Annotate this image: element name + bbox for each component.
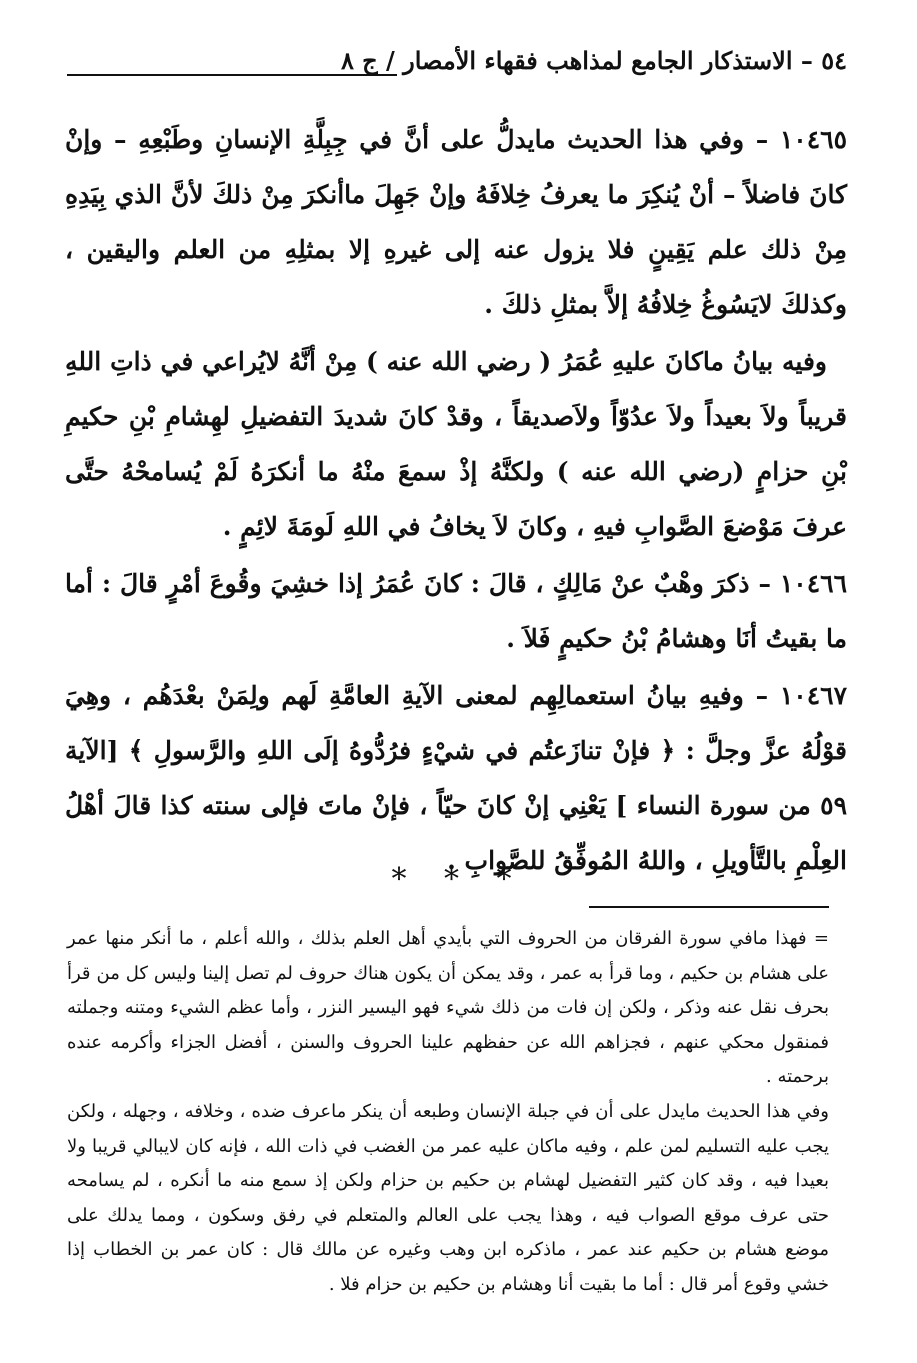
- paragraph-umar-commentary: وفيه بيانُ ماكانَ عليهِ عُمَرُ ( رضي الله عنه ) مِنْ أنَّهُ لايُراعي في ذاتِ اللهِ قريباً ولاَ بعيداً ولاَ عدُوّاً ولاَصديقاً ، وقدْ كانَ شديدَ التفضيلِ لهِشامِ بْنِ حكيمِ بْنِ حزامٍ (رضي الله عنه ) ولكنَّهُ إذْ سمعَ منْهُ ما أنكرَهُ لَمْ يُسامحْهُ حتَّى عرفَ مَوْضعَ الصَّوابِ فيهِ ، وكانَ لاَ يخافُ في اللهِ لَومَةَ لائِمٍ .: [65, 347, 847, 541]
- footnote-rule: [589, 906, 829, 908]
- section-ornament: * * *: [391, 862, 526, 897]
- header-rule: [67, 74, 397, 76]
- paragraph-10465: ١٠٤٦٥ – وفي هذا الحديث مايدلُّ على أنَّ في جِبِلَّةِ الإنسانِ وطَبْعِهِ – وإنْ كانَ فاضلاً – أنْ يُنكِرَ ما يعرفُ خِلافَهُ وإنْ جَهِلَ ماأنكرَ مِنْ ذلكَ لأنَّ الذي بِيَدِهِ مِنْ ذلك علم يَقِينٍ فلا يزول عنه إلى غيرهِ إلا بمثلِهِ من العلم واليقين ، وكذلكَ لايَسُوغُ خِلافُهُ إلاَّ بمثلِ ذلكَ .: [65, 125, 847, 319]
- running-title: ٥٤ – الاستذكار الجامع لمذاهب فقهاء الأمصار / ج ٨: [340, 46, 847, 75]
- footnote-continuation: = فهذا مافي سورة الفرقان من الحروف التي بأيدي أهل العلم بذلك ، والله أعلم ، ما أنكر منها عمر على هشام بن حكيم ، وما قرأ به عمر ، وقد يمكن أن يكون هناك حروف لم تصل إلينا وليس كل من قرأ بحرف نقل عنه وذكر ، ولكن إن فات من ذلك شيء فهو اليسير النزر ، وأما عظم الشيء ومتنه وجملته فمنقول محكي عنهم ، فجزاهم الله عن حفظهم علينا الحروف والسنن ، أفضل الجزاء وأكرمه عنده برحمته .: [67, 928, 829, 1088]
- paragraph-10466: ١٠٤٦٦ – ذكرَ وهْبٌ عنْ مَالِكٍ ، قالَ : كانَ عُمَرُ إذا خشِيَ وقُوعَ أمْرٍ قالَ : أما ما بقيتُ أنَا وهشامُ بْنُ حكيمٍ فَلاَ .: [65, 569, 847, 653]
- main-text: [65, 112, 847, 888]
- running-header: [67, 46, 847, 82]
- footnotes: [67, 922, 829, 1303]
- paragraph-10467: ١٠٤٦٧ – وفيهِ بيانُ استعمالِهِم لمعنى الآيةِ العامَّةِ لَهم ولِمَنْ بعْدَهُم ، وهِيَ قوْلُهُ عزَّ وجلَّ : ﴿ فإنْ تنازَعتُم في شيْءٍ فرُدُّوهُ إلَى اللهِ والرَّسولِ ﴾ [الآية ٥٩ من سورة النساء ] يَعْنِي إنْ كانَ حيّاً ، فإنْ ماتَ فإلى سنته كذا قالَ أهْلُ العِلْمِ بالتَّأويلِ ، واللهُ المُوفِّقُ للصَّوابِ .: [65, 681, 847, 875]
- footnote-paragraph: وفي هذا الحديث مايدل على أن في جبلة الإنسان وطبعه أن ينكر ماعرف ضده ، وخلافه ، وجهله ، ولكن يجب عليه التسليم لمن علم ، وفيه ماكان عليه عمر من الغضب في ذات الله ، فإنه كان لايبالي قريبا ولا بعيدا فيه ، وقد كان كثير التفضيل لهشام بن حكيم بن حزام ولكن إذ سمع منه ما أنكره ، لم يسامحه حتى عرف موقع الصواب فيه ، وهذا يجب على العالم والمتعلم في رفق وسكون ، ومما يدلك على موضع هشام بن حكيم عند عمر ، ماذكره ابن وهب وغيره عن مالك قال : كان عمر بن الخطاب إذا خشي وقوع أمر قال : أما ما بقيت أنا وهشام بن حكيم بن حزام فلا .: [67, 1100, 829, 1295]
